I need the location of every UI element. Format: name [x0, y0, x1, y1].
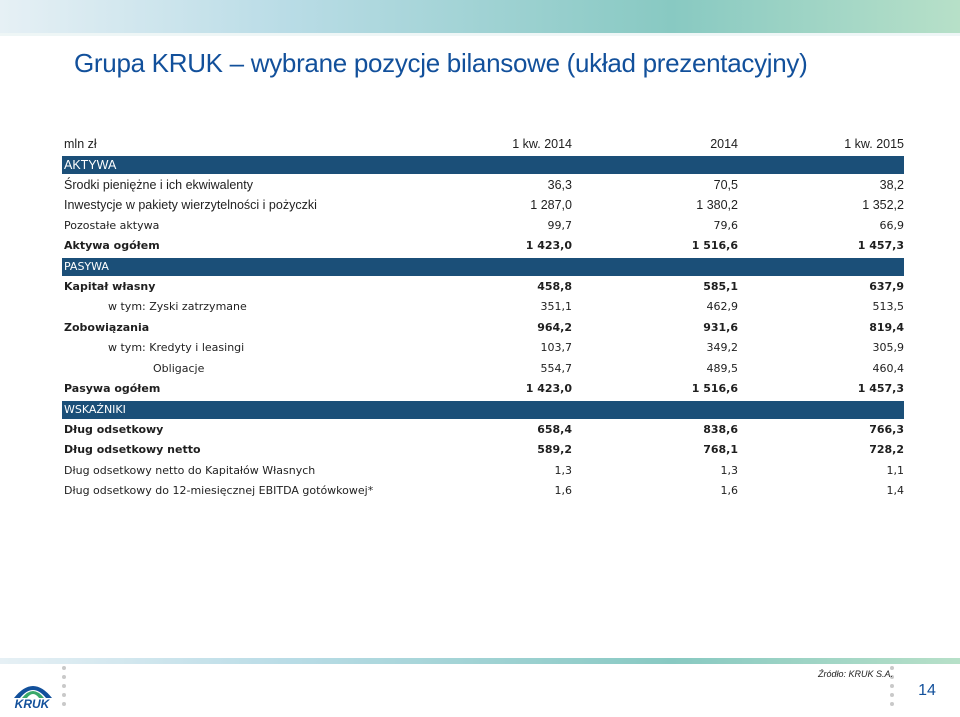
cell-value: 931,6: [703, 320, 738, 334]
row-label: Dług odsetkowy netto do Kapitałów Własnych: [64, 463, 316, 477]
row-label: Dług odsetkowy do 12-miesięcznej EBITDA gotówkowej*: [64, 484, 374, 497]
cell-value: 103,7: [540, 341, 572, 354]
table-row: [62, 318, 904, 339]
row-label: Zobowiązania: [64, 320, 150, 334]
section-label: WSKAŹNIKI: [64, 402, 126, 416]
cell-value: 36,3: [547, 177, 572, 192]
cell-value: 1 352,2: [862, 198, 904, 212]
row-label: w tym: Kredyty i leasingi: [108, 341, 245, 354]
cell-value: 460,4: [872, 361, 904, 375]
table-row: [62, 420, 904, 441]
cell-value: 637,9: [869, 279, 904, 293]
top-gradient-bar: [0, 0, 960, 36]
cell-value: 1 457,3: [857, 239, 904, 252]
footer-divider-dots: [62, 666, 66, 714]
cell-value: 99,7: [547, 218, 572, 232]
cell-value: 1 423,0: [525, 239, 572, 252]
cell-value: 349,2: [706, 341, 738, 354]
table-row: [62, 359, 904, 380]
slide-title: Grupa KRUK – wybrane pozycje bilansowe (układ prezentacyjny): [74, 48, 808, 78]
cell-value: 1,6: [720, 484, 738, 497]
row-label: Obligacje: [153, 361, 205, 375]
cell-value: 658,4: [537, 422, 572, 436]
cell-value: 819,4: [869, 320, 904, 334]
cell-value: 70,5: [713, 177, 738, 192]
cell-value: 351,1: [540, 300, 572, 313]
cell-value: 1,1: [886, 463, 904, 477]
cell-value: 66,9: [879, 218, 904, 232]
cell-value: 1,3: [554, 463, 572, 477]
cell-value: 585,1: [703, 279, 738, 293]
cell-value: 964,2: [537, 320, 572, 334]
table-row: [62, 461, 904, 482]
column-header-q1-2014: 1 kw. 2014: [512, 137, 572, 151]
cell-value: 79,6: [713, 218, 738, 232]
cell-value: 1,4: [886, 484, 904, 497]
cell-value: 838,6: [703, 422, 738, 436]
cell-value: 1 423,0: [525, 382, 572, 395]
unit-label: mln zł: [64, 137, 97, 151]
table-row: [62, 440, 904, 461]
section-label: PASYWA: [64, 259, 109, 273]
cell-value: 554,7: [540, 361, 572, 375]
cell-value: 513,5: [872, 300, 904, 313]
cell-value: 1 287,0: [530, 198, 572, 212]
table-header-row: [62, 134, 904, 155]
cell-value: 728,2: [869, 443, 904, 456]
table-row-total: [62, 236, 904, 257]
row-label: Dług odsetkowy: [64, 422, 164, 436]
section-label: AKTYWA: [64, 157, 117, 172]
row-label: Pasywa ogółem: [64, 382, 161, 395]
table-row: [62, 297, 904, 318]
column-header-2014: 2014: [710, 137, 738, 151]
section-wskazniki: [62, 401, 904, 419]
cell-value: 766,3: [869, 422, 904, 436]
row-label: Pozostałe aktywa: [64, 218, 160, 232]
row-label: Inwestycje w pakiety wierzytelności i pożyczki: [64, 198, 317, 212]
table-row: [62, 481, 904, 502]
table-row: [62, 277, 904, 298]
cell-value: 305,9: [872, 341, 904, 354]
page-number: 14: [918, 682, 936, 699]
table-row: [62, 175, 904, 196]
cell-value: 1,3: [720, 463, 738, 477]
row-label: w tym: Zyski zatrzymane: [108, 300, 247, 313]
balance-sheet-table: [62, 134, 904, 502]
row-label: Aktywa ogółem: [64, 239, 160, 252]
cell-value: 1 516,6: [691, 382, 738, 395]
cell-value: 462,9: [706, 300, 738, 313]
logo-wordmark: KRUK: [14, 697, 50, 711]
row-label: Kapitał własny: [64, 279, 156, 293]
cell-value: 1 457,3: [857, 382, 904, 395]
cell-value: 768,1: [703, 443, 738, 456]
cell-value: 1,6: [554, 484, 572, 497]
table-row: [62, 338, 904, 359]
row-label: Środki pieniężne i ich ekwiwalenty: [64, 177, 253, 192]
cell-value: 458,8: [537, 279, 572, 293]
cell-value: 589,2: [537, 443, 572, 456]
cell-value: 1 516,6: [691, 239, 738, 252]
cell-value: 489,5: [706, 361, 738, 375]
table-row: [62, 195, 904, 216]
cell-value: 1 380,2: [696, 198, 738, 212]
section-aktywa: [62, 156, 904, 174]
section-pasywa: [62, 258, 904, 276]
source-note: Źródło: KRUK S.A.: [818, 669, 894, 679]
table-row-total: [62, 379, 904, 400]
bottom-gradient-bar: [0, 658, 960, 664]
row-label: Dług odsetkowy netto: [64, 443, 201, 456]
column-header-q1-2015: 1 kw. 2015: [844, 137, 904, 151]
table-row: [62, 216, 904, 237]
cell-value: 38,2: [879, 177, 904, 192]
